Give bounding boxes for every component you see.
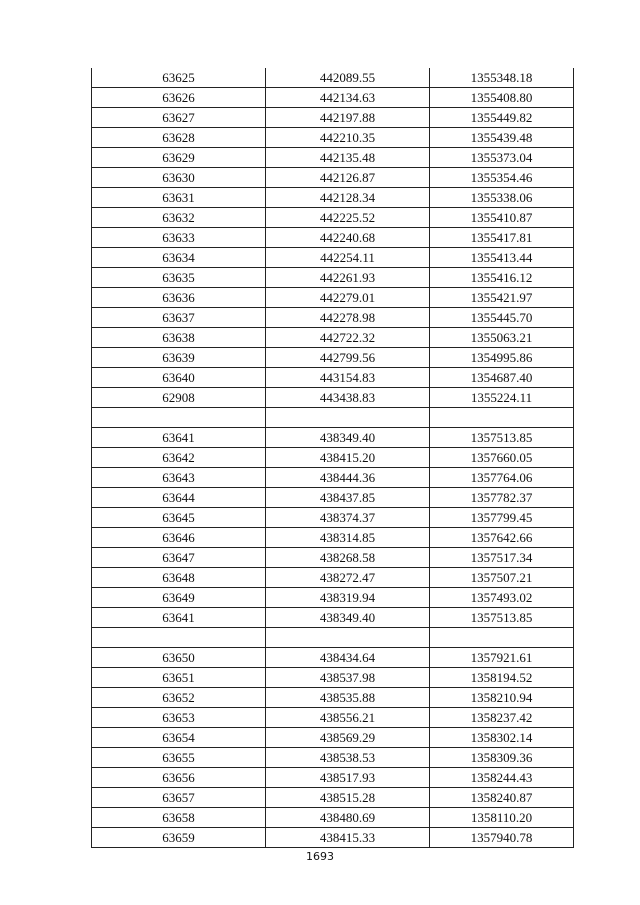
x-coordinate-cell: 442126.87	[266, 168, 430, 188]
x-coordinate-cell: 438314.85	[266, 528, 430, 548]
point-id-cell: 63653	[92, 708, 266, 728]
y-coordinate-cell: 1355410.87	[430, 208, 574, 228]
y-coordinate-cell: 1357642.66	[430, 528, 574, 548]
y-coordinate-cell: 1358240.87	[430, 788, 574, 808]
y-coordinate-cell: 1357507.21	[430, 568, 574, 588]
y-coordinate-cell: 1357517.34	[430, 548, 574, 568]
x-coordinate-cell: 442799.56	[266, 348, 430, 368]
x-coordinate-cell	[266, 408, 430, 428]
point-id-cell: 63630	[92, 168, 266, 188]
y-coordinate-cell: 1354995.86	[430, 348, 574, 368]
table-row	[92, 808, 574, 828]
point-id-cell: 63634	[92, 248, 266, 268]
x-coordinate-cell: 442089.55	[266, 68, 430, 88]
y-coordinate-cell: 1357782.37	[430, 488, 574, 508]
table-row	[92, 828, 574, 848]
x-coordinate-cell: 442279.01	[266, 288, 430, 308]
x-coordinate-cell: 438444.36	[266, 468, 430, 488]
point-id-cell: 63638	[92, 328, 266, 348]
table-row	[92, 728, 574, 748]
point-id-cell: 63647	[92, 548, 266, 568]
y-coordinate-cell: 1355348.18	[430, 68, 574, 88]
point-id-cell: 63639	[92, 348, 266, 368]
table-row	[92, 108, 574, 128]
y-coordinate-cell: 1355408.80	[430, 88, 574, 108]
point-id-cell: 63651	[92, 668, 266, 688]
y-coordinate-cell: 1357493.02	[430, 588, 574, 608]
x-coordinate-cell: 438556.21	[266, 708, 430, 728]
y-coordinate-cell: 1355224.11	[430, 388, 574, 408]
y-coordinate-cell: 1358194.52	[430, 668, 574, 688]
point-id-cell: 63632	[92, 208, 266, 228]
y-coordinate-cell: 1357513.85	[430, 608, 574, 628]
x-coordinate-cell: 438272.47	[266, 568, 430, 588]
point-id-cell: 63646	[92, 528, 266, 548]
table-row	[92, 328, 574, 348]
table-row	[92, 408, 574, 428]
point-id-cell	[92, 628, 266, 648]
y-coordinate-cell: 1358244.43	[430, 768, 574, 788]
point-id-cell: 62908	[92, 388, 266, 408]
table-row	[92, 548, 574, 568]
table-row	[92, 648, 574, 668]
x-coordinate-cell: 442135.48	[266, 148, 430, 168]
table-row	[92, 148, 574, 168]
x-coordinate-cell: 438349.40	[266, 428, 430, 448]
page-number: 1693	[306, 850, 334, 863]
x-coordinate-cell: 438415.20	[266, 448, 430, 468]
y-coordinate-cell: 1355338.06	[430, 188, 574, 208]
point-id-cell: 63633	[92, 228, 266, 248]
table-row	[92, 88, 574, 108]
y-coordinate-cell: 1355445.70	[430, 308, 574, 328]
table-row	[92, 208, 574, 228]
table-row	[92, 608, 574, 628]
y-coordinate-cell: 1355373.04	[430, 148, 574, 168]
table-row	[92, 128, 574, 148]
point-id-cell: 63656	[92, 768, 266, 788]
point-id-cell: 63641	[92, 608, 266, 628]
point-id-cell: 63628	[92, 128, 266, 148]
y-coordinate-cell	[430, 628, 574, 648]
y-coordinate-cell: 1357764.06	[430, 468, 574, 488]
point-id-cell: 63631	[92, 188, 266, 208]
point-id-cell: 63637	[92, 308, 266, 328]
table-row	[92, 288, 574, 308]
y-coordinate-cell: 1357940.78	[430, 828, 574, 848]
table-row	[92, 388, 574, 408]
point-id-cell: 63625	[92, 68, 266, 88]
table-row	[92, 468, 574, 488]
point-id-cell	[92, 408, 266, 428]
point-id-cell: 63635	[92, 268, 266, 288]
x-coordinate-cell: 438537.98	[266, 668, 430, 688]
table-row	[92, 768, 574, 788]
point-id-cell: 63643	[92, 468, 266, 488]
table-row	[92, 628, 574, 648]
y-coordinate-cell: 1355063.21	[430, 328, 574, 348]
point-id-cell: 63650	[92, 648, 266, 668]
table-row	[92, 228, 574, 248]
table-row	[92, 708, 574, 728]
x-coordinate-cell: 443438.83	[266, 388, 430, 408]
table-row	[92, 248, 574, 268]
x-coordinate-cell: 442210.35	[266, 128, 430, 148]
x-coordinate-cell: 438569.29	[266, 728, 430, 748]
x-coordinate-cell: 442128.34	[266, 188, 430, 208]
coordinates-table-body	[92, 68, 574, 848]
table-row	[92, 68, 574, 88]
x-coordinate-cell: 442225.52	[266, 208, 430, 228]
point-id-cell: 63629	[92, 148, 266, 168]
point-id-cell: 63641	[92, 428, 266, 448]
x-coordinate-cell: 438535.88	[266, 688, 430, 708]
y-coordinate-cell: 1354687.40	[430, 368, 574, 388]
point-id-cell: 63648	[92, 568, 266, 588]
x-coordinate-cell: 442240.68	[266, 228, 430, 248]
table-row	[92, 508, 574, 528]
y-coordinate-cell	[430, 408, 574, 428]
table-row	[92, 588, 574, 608]
point-id-cell: 63659	[92, 828, 266, 848]
y-coordinate-cell: 1355416.12	[430, 268, 574, 288]
y-coordinate-cell: 1358110.20	[430, 808, 574, 828]
point-id-cell: 63627	[92, 108, 266, 128]
table-row	[92, 428, 574, 448]
x-coordinate-cell: 438538.53	[266, 748, 430, 768]
x-coordinate-cell: 438517.93	[266, 768, 430, 788]
x-coordinate-cell: 442197.88	[266, 108, 430, 128]
y-coordinate-cell: 1358309.36	[430, 748, 574, 768]
x-coordinate-cell: 443154.83	[266, 368, 430, 388]
x-coordinate-cell: 438515.28	[266, 788, 430, 808]
y-coordinate-cell: 1358237.42	[430, 708, 574, 728]
point-id-cell: 63644	[92, 488, 266, 508]
point-id-cell: 63652	[92, 688, 266, 708]
table-row	[92, 788, 574, 808]
table-row	[92, 308, 574, 328]
point-id-cell: 63657	[92, 788, 266, 808]
point-id-cell: 63654	[92, 728, 266, 748]
x-coordinate-cell: 438374.37	[266, 508, 430, 528]
y-coordinate-cell: 1357513.85	[430, 428, 574, 448]
table-row	[92, 568, 574, 588]
table-row	[92, 688, 574, 708]
table-row	[92, 528, 574, 548]
x-coordinate-cell	[266, 628, 430, 648]
x-coordinate-cell: 442134.63	[266, 88, 430, 108]
y-coordinate-cell: 1355417.81	[430, 228, 574, 248]
x-coordinate-cell: 438415.33	[266, 828, 430, 848]
y-coordinate-cell: 1355439.48	[430, 128, 574, 148]
x-coordinate-cell: 442278.98	[266, 308, 430, 328]
point-id-cell: 63655	[92, 748, 266, 768]
x-coordinate-cell: 438480.69	[266, 808, 430, 828]
y-coordinate-cell: 1355413.44	[430, 248, 574, 268]
y-coordinate-cell: 1355354.46	[430, 168, 574, 188]
point-id-cell: 63626	[92, 88, 266, 108]
y-coordinate-cell: 1358302.14	[430, 728, 574, 748]
x-coordinate-cell: 442254.11	[266, 248, 430, 268]
x-coordinate-cell: 438319.94	[266, 588, 430, 608]
point-id-cell: 63642	[92, 448, 266, 468]
coordinates-table	[91, 68, 574, 848]
table-row	[92, 368, 574, 388]
x-coordinate-cell: 442722.32	[266, 328, 430, 348]
x-coordinate-cell: 438437.85	[266, 488, 430, 508]
table-row	[92, 168, 574, 188]
table-row	[92, 268, 574, 288]
y-coordinate-cell: 1357921.61	[430, 648, 574, 668]
x-coordinate-cell: 438349.40	[266, 608, 430, 628]
table-row	[92, 348, 574, 368]
point-id-cell: 63636	[92, 288, 266, 308]
y-coordinate-cell: 1355421.97	[430, 288, 574, 308]
y-coordinate-cell: 1357660.05	[430, 448, 574, 468]
table-row	[92, 748, 574, 768]
table-row	[92, 488, 574, 508]
table-row	[92, 668, 574, 688]
y-coordinate-cell: 1357799.45	[430, 508, 574, 528]
point-id-cell: 63645	[92, 508, 266, 528]
x-coordinate-cell: 442261.93	[266, 268, 430, 288]
y-coordinate-cell: 1358210.94	[430, 688, 574, 708]
table-row	[92, 448, 574, 468]
point-id-cell: 63640	[92, 368, 266, 388]
table-row	[92, 188, 574, 208]
x-coordinate-cell: 438434.64	[266, 648, 430, 668]
point-id-cell: 63649	[92, 588, 266, 608]
y-coordinate-cell: 1355449.82	[430, 108, 574, 128]
x-coordinate-cell: 438268.58	[266, 548, 430, 568]
point-id-cell: 63658	[92, 808, 266, 828]
